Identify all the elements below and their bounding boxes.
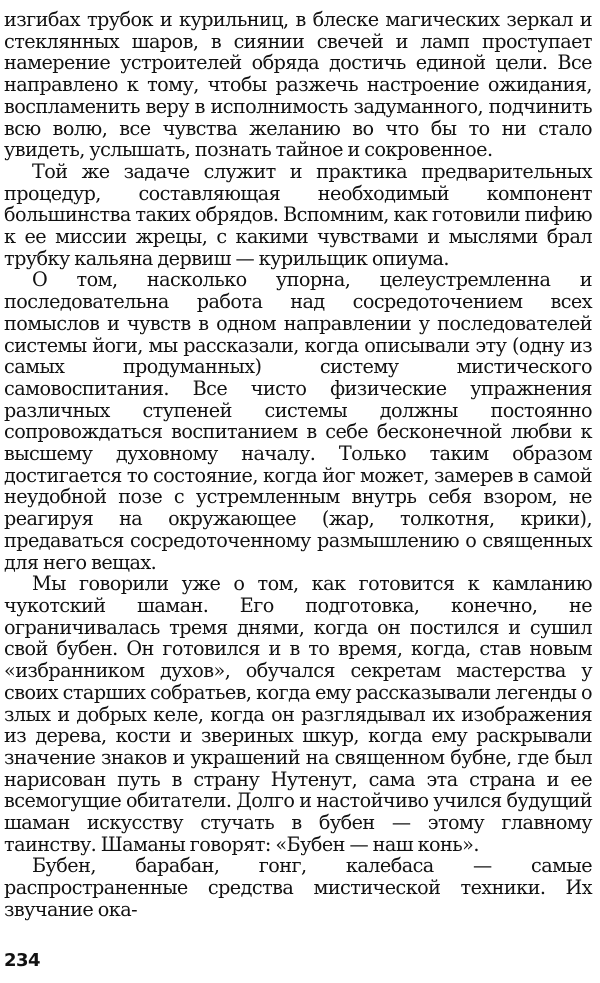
paragraph-1: изгибах трубок и курильниц, в блеске магических зеркал и стеклянных шаров, в сиянии свечей и ламп проступает намерение устроителей обряда достичь единой цели. Все направлено к тому, чтобы разжечь настроение ожидания, воспламенить веру в исполнимость задуманного, подчинить всю волю, все чувства желанию во что бы то ни стало увидеть, услышать, познать тайное и сокровенное. bbox=[4, 8, 592, 162]
book-page bbox=[4, 9, 592, 921]
paragraph-5: Бубен, барабан, гонг, калебаса — самые распространенные средства мистической техники. Их звучание ока- bbox=[4, 854, 592, 921]
page-number: 234 bbox=[4, 950, 41, 971]
paragraph-2: Той же задаче служит и практика предварительных процедур, составляющая необходимый компонент большинства таких обрядов. Вспомним, как готовили пифию к ее миссии жрецы, с какими чувствами и мыслями брал трубку кальяна дервиш — курильщик опиума. bbox=[4, 159, 592, 270]
paragraph-3: О том, насколько упорна, целеустремленна и последовательна работа над сосредоточением всех помыслов и чувств в одном направлении у последователей системы йоги, мы рассказали, когда описывали эту (одну из самых продуманных) систему мистического самовоспитания. Все чисто физические упражнения различных ступеней системы должны постоянно сопровождаться воспитанием в себе бесконечной любви к высшему духовному началу. Только таким образом достигается то состояние, когда йог может, замерев в самой неудобной позе с устремленным внутрь себя взором, не реагируя на окружающее (жар, толкотня, крики), предаваться сосредоточенному размышлению о священных для него вещах. bbox=[4, 268, 592, 574]
paragraph-4: Мы говорили уже о том, как готовится к камланию чукотский шаман. Его подготовка, конечно, не ограничивалась тремя днями, когда он постился и сушил свой бубен. Он готовился и в то время, когда, став новым «избранником духов», обучался секретам мастерства у своих старших собратьев, когда ему рассказывали легенды о злых и добрых келе, когда он разглядывал их изображения из дерева, кости и звериных шкур, когда ему раскрывали значение знаков и украшений на священном бубне, где был нарисован путь в страну Нутенут, сама эта страна и ее всемогущие обитатели. Долго и настойчиво учился будущий шаман искусству стучать в бубен — этому главному таинству. Шаманы говорят: «Бубен — наш конь». bbox=[4, 572, 592, 856]
